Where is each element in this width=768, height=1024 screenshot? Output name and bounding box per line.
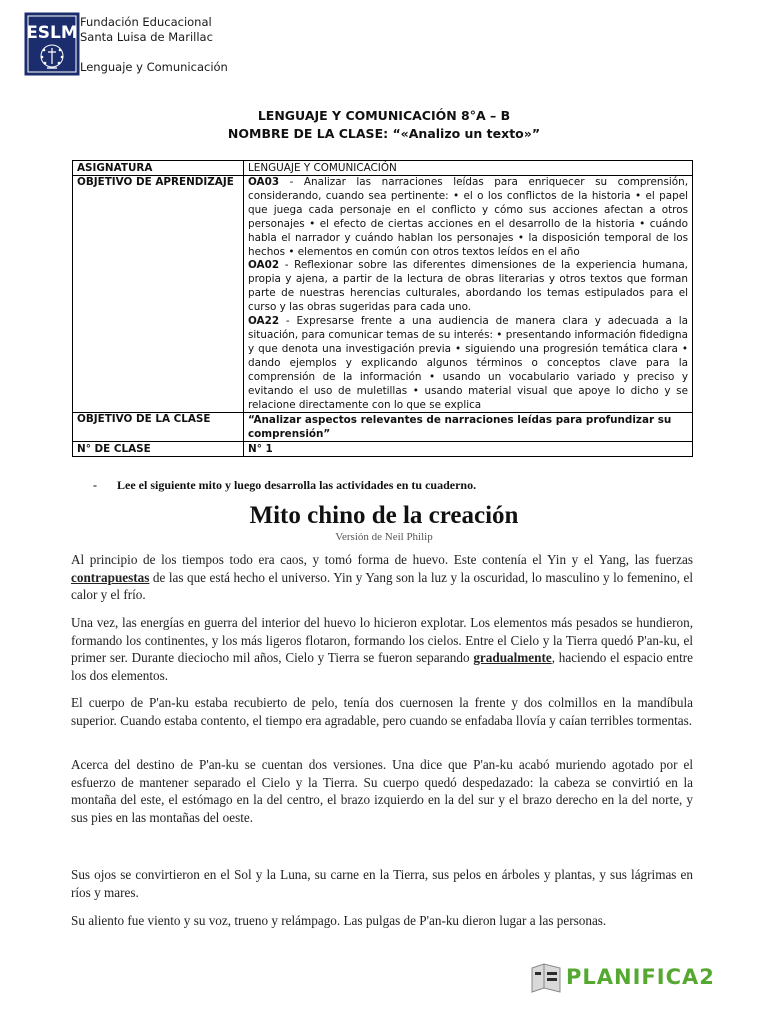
story-paragraph-4: Acerca del destino de P'an-ku se cuentan dos versiones. Una dice que P'an-ku acabó muriendo agotado por el esfuerzo de mantener separado el Cielo y la Tierra. Su cuerpo quedó despedazado: la cabeza se convirtió en la montaña del este, el estómago en la del centro, el brazo izquierdo en la del sur y el brazo derecho en la del norte, y sus pies en las montañas del oeste. xyxy=(71,757,693,825)
learning-objectives xyxy=(244,176,693,413)
story-paragraph-6: Su aliento fue viento y su voz, trueno y relámpago. Las pulgas de P'an-ku dieron lugar a las personas. xyxy=(71,913,607,928)
story-paragraph-5: Sus ojos se convirtieron en el Sol y la Luna, su carne en la Tierra, sus pelos en árboles y plantas, y sus lágrimas en ríos y mares. xyxy=(71,867,693,900)
subject-label: ASIGNATURA xyxy=(73,161,244,176)
class-objective-label: OBJETIVO DE LA CLASE xyxy=(73,413,244,442)
table-row xyxy=(73,413,693,442)
paragraph-text: de las que está hecho el universo. Yin y Yang son la luz y la oscuridad, lo masculino y lo femenino, el calor y el frío. xyxy=(71,569,693,603)
keyword-gradualmente: gradualmente xyxy=(473,650,552,666)
objective-oa22 xyxy=(248,315,688,412)
objective-oa02 xyxy=(248,259,688,315)
bullet-dash: - xyxy=(93,478,97,492)
story-paragraph-1 xyxy=(71,551,693,604)
paragraph-text: , haciendo el espacio entre los dos elementos. xyxy=(71,650,693,683)
story-paragraph-2 xyxy=(71,614,693,684)
instruction xyxy=(93,478,476,493)
objective-text: - Reflexionar sobre las diferentes dimensiones de la experiencia humana, propia y ajena, a partir de la lectura de obras literarias y otros textos que forman parte de nuestras herencias culturales, abordando los temas estipulados para el curso y las obras sugeridas para cada uno. xyxy=(248,259,688,314)
institution-block xyxy=(80,15,228,75)
table-row xyxy=(73,442,693,457)
subject-value: LENGUAJE Y COMUNICACIÓN xyxy=(244,161,693,176)
class-info-table xyxy=(72,160,693,457)
story-paragraph-3: El cuerpo de P'an-ku estaba recubierto de pelo, tenía dos cuernosen la frente y dos colmillos en la mandíbula superior. Cuando estaba contento, el tiempo era agradable, pero cuando se enfadaba llovía y caían terribles tormentas. xyxy=(71,695,693,728)
class-objective-value: “Analizar aspectos relevantes de narraciones leídas para profundizar su comprensión” xyxy=(244,413,693,442)
page-title: LENGUAJE Y COMUNICACIÓN 8°A – B xyxy=(257,108,511,123)
objective-text: - Analizar las narraciones leídas para enriquecer su comprensión, considerando, cuando sea pertinente: • el o los conflictos de la historia • el papel que juega cada personaje en el conflicto y cómo sus acciones afectan a otros personajes • el efecto de ciertas acciones en el desarrollo de la historia • cuándo habla el narrador y cuándo hablan los personajes • la disposición temporal de los hechos • elementos en común con otros textos leídos en el año xyxy=(248,176,688,258)
institution-department: Lenguaje y Comunicación xyxy=(80,60,228,74)
table-row xyxy=(73,161,693,176)
objective-code: OA03 xyxy=(248,176,280,188)
objective-code: OA02 xyxy=(248,259,280,272)
paragraph-text: Una vez, las energías en guerra del interior del huevo lo hicieron explotar. Los elementos más pesados se hundieron, formando los continentes, y los más ligeros flotaron, formando los cielos. Entre el Cielo y la Tierra quedó P'an-ku, el primer ser. Durante dieciocho mil años, Cielo y Tierra se fueron separando xyxy=(71,615,693,666)
story-author: Versión de Neil Philip xyxy=(335,531,433,543)
institution-school: Santa Luisa de Marillac xyxy=(80,30,213,44)
objective-text: - Expresarse frente a una audiencia de manera clara y adecuada a la situación, para comunicar temas de su interés: • presentando información fidedigna y que denota una investigación previa • siguiendo una progresión temática clara • dando ejemplos y explicando algunos términos o conceptos clave para la comprensión de la información • usando un vocabulario variado y preciso y evitando el uso de muletillas • usando material visual que apoye lo dicho y se relacione directamente con lo que se explica xyxy=(248,315,688,411)
objective-oa03 xyxy=(248,176,688,259)
story-title: Mito chino de la creación xyxy=(249,502,519,529)
paragraph-text: Al principio de los tiempos todo era caos, y tomó forma de huevo. Este contenía el Yin y el Yang, las fuerzas xyxy=(71,552,693,567)
institution-name: Fundación Educacional xyxy=(80,15,212,29)
school-logo xyxy=(24,12,80,76)
class-number-value: N° 1 xyxy=(244,442,693,457)
keyword-contrapuestas: contrapuestas xyxy=(71,569,150,585)
class-name-title: NOMBRE DE LA CLASE: “«Analizo un texto»” xyxy=(227,126,541,141)
class-number-label: N° DE CLASE xyxy=(73,442,244,457)
table-row xyxy=(73,176,693,413)
instruction-text: Lee el siguiente mito y luego desarrolla las actividades en tu cuaderno. xyxy=(117,478,477,492)
objective-code: OA22 xyxy=(248,315,280,328)
learning-objective-label: OBJETIVO DE APRENDIZAJE xyxy=(73,176,244,413)
planifica-brand-text: PLANIFICA2 xyxy=(566,965,715,989)
school-logo-text: ESLM xyxy=(26,23,78,43)
